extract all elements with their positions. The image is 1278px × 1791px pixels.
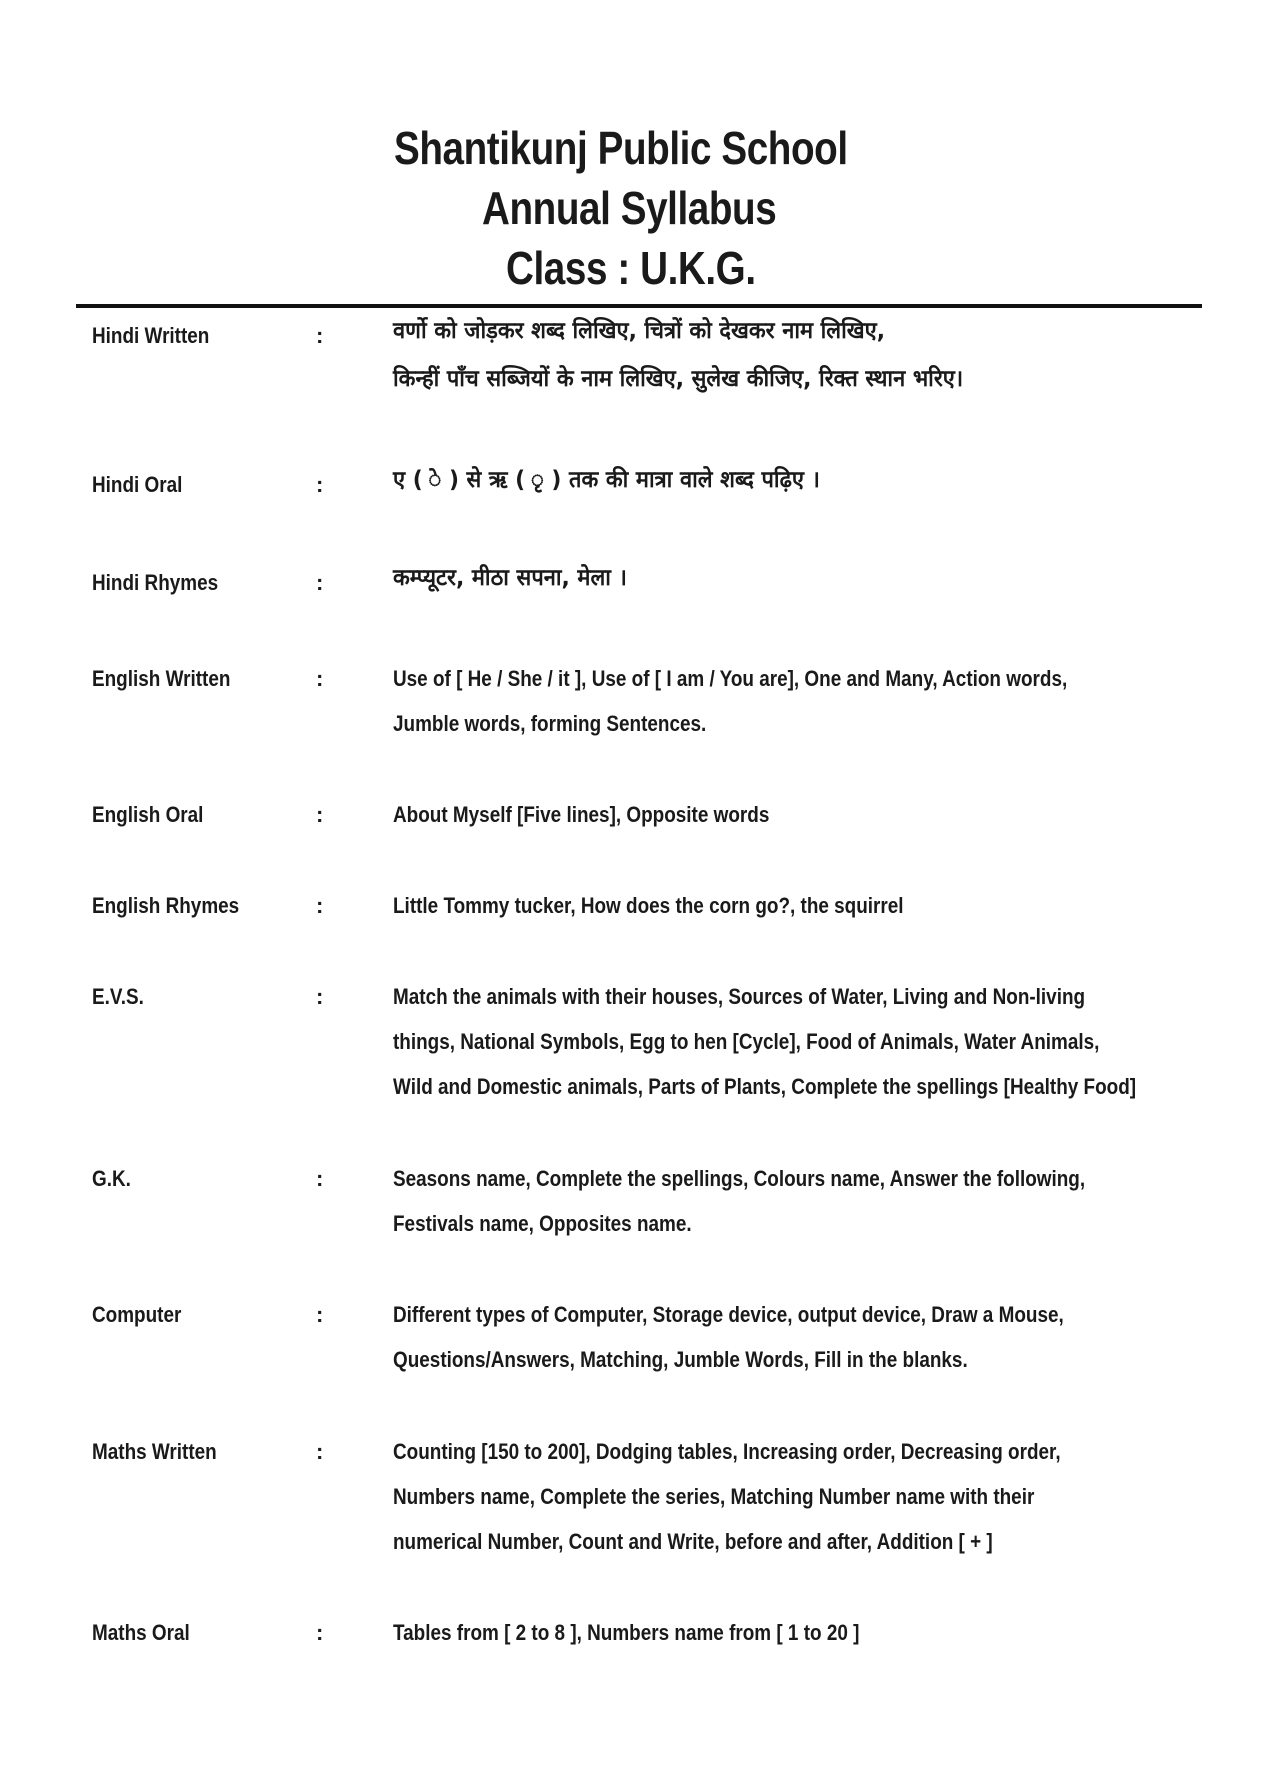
class-label: Class : U.K.G. [506,242,756,294]
separator: : [316,802,324,827]
subject-label: English Written [92,666,231,691]
subject-label: English Oral [92,802,204,827]
subject-details [393,456,1278,504]
detail-line: Counting [150 to 200], Dodging tables, Increasing order, Decreasing order, [393,1439,1061,1464]
detail-line: Different types of Computer, Storage device, output device, Draw a Mouse, [393,1302,1064,1327]
subject-details [393,1292,1219,1382]
detail-line: Jumble words, forming Sentences. [393,711,707,736]
detail-line: Use of [ He / She / it ], Use of [ I am / You are], One and Many, Action words, [393,666,1068,691]
separator: : [316,323,324,348]
subject-details [393,974,1219,1109]
document-title: Annual Syllabus [482,182,777,234]
school-name: Shantikunj Public School [394,122,848,174]
separator: : [316,666,324,691]
subject-details [393,1610,1219,1655]
subject-label: English Rhymes [92,893,240,918]
subject-label: G.K. [92,1166,131,1191]
subject-label: E.V.S. [92,984,144,1009]
subject-label: Maths Written [92,1439,217,1464]
subject-details [393,307,1278,403]
subject-label: Maths Oral [92,1620,190,1645]
separator: : [316,984,324,1009]
subject-label: Hindi Written [92,323,210,348]
detail-line: Seasons name, Complete the spellings, Colours name, Answer the following, [393,1166,1086,1191]
separator: : [316,1302,324,1327]
separator: : [316,1166,324,1191]
separator: : [316,1439,324,1464]
detail-line: Festivals name, Opposites name. [393,1211,692,1236]
subject-label: Hindi Oral [92,472,183,497]
subject-details [393,656,1219,746]
separator: : [316,472,324,497]
detail-line: किन्हीं पाँच सब्जियों के नाम लिखिए, सुलेख कीजिए, रिक्त स्थान भरिए। [393,366,964,392]
subject-label: Computer [92,1302,182,1327]
subject-details [393,1156,1219,1246]
detail-line: things, National Symbols, Egg to hen [Cycle], Food of Animals, Water Animals, [393,1029,1100,1054]
separator: : [316,893,324,918]
detail-line: Tables from [ 2 to 8 ], Numbers name from [ 1 to 20 ] [393,1620,860,1645]
detail-line: ए ( े ) से ऋ ( ृ ) तक की मात्रा वाले शब्द पढ़िए । [393,467,820,493]
separator: : [316,1620,324,1645]
subject-details [393,554,1278,602]
detail-line: numerical Number, Count and Write, before and after, Addition [ + ] [393,1529,993,1554]
subject-details [393,883,1219,928]
subject-label: Hindi Rhymes [92,570,219,595]
detail-line: Wild and Domestic animals, Parts of Plants, Complete the spellings [Healthy Food] [393,1074,1137,1099]
subject-details [393,792,1219,837]
detail-line: Numbers name, Complete the series, Matching Number name with their [393,1484,1035,1509]
subject-details [393,1429,1219,1564]
detail-line: Little Tommy tucker, How does the corn go?, the squirrel [393,893,904,918]
detail-line: About Myself [Five lines], Opposite words [393,802,770,827]
detail-line: Questions/Answers, Matching, Jumble Words, Fill in the blanks. [393,1347,968,1372]
separator: : [316,570,324,595]
detail-line: Match the animals with their houses, Sources of Water, Living and Non-living [393,984,1086,1009]
detail-line: वर्णो को जोड़कर शब्द लिखिए, चित्रों को देखकर नाम लिखिए, [393,318,886,344]
detail-line: कम्प्यूटर, मीठा सपना, मेला । [393,565,627,591]
